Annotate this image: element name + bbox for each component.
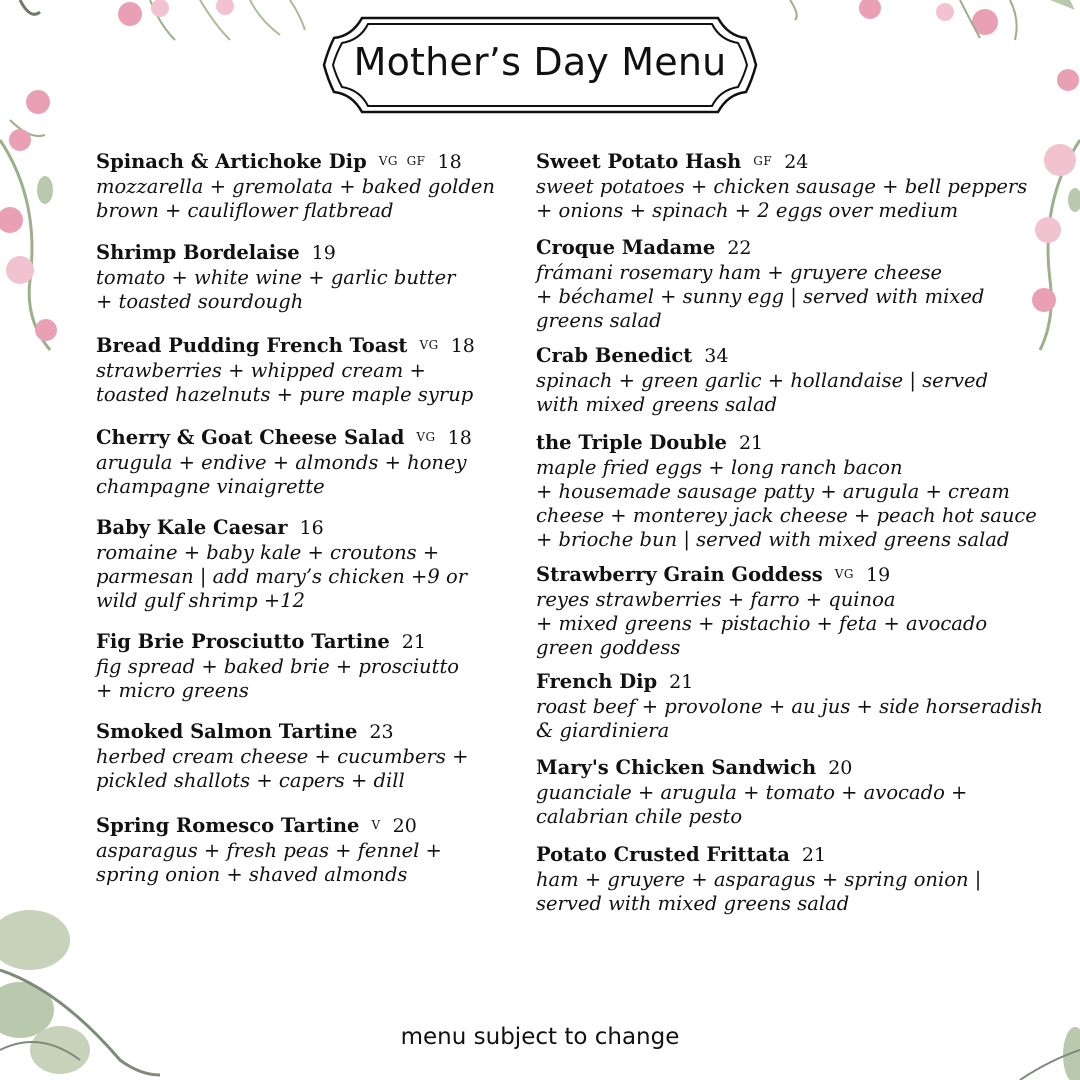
menu-item-name: Bread Pudding French Toast <box>96 334 408 357</box>
menu-item-price: 18 <box>450 335 475 357</box>
menu-item-price: 34 <box>704 345 729 367</box>
menu-item-price: 19 <box>311 242 336 264</box>
menu-item <box>96 629 516 703</box>
floral-left-branch-decoration <box>0 80 70 360</box>
menu-item-price: 21 <box>801 844 827 866</box>
menu-item-header <box>536 842 1056 868</box>
menu-item <box>536 561 1056 660</box>
menu-item-description: frámani rosemary ham + gruyere cheese + béchamel + sunny egg | served with mixed greens salad <box>536 261 985 332</box>
dietary-tags: VG <box>416 430 436 444</box>
menu-item-description: romaine + baby kale + croutons + parmesan | add mary’s chicken +9 or wild gulf shrimp +12 <box>96 541 468 612</box>
dietary-tags: VG GF <box>378 154 426 168</box>
menu-item-header <box>96 148 516 175</box>
dietary-tags: VG <box>419 338 439 352</box>
menu-item-description: guanciale + arugula + tomato + avocado + calabrian chile pesto <box>536 781 968 828</box>
eucalyptus-bottom-left-decoration <box>0 900 180 1080</box>
menu-item-description: maple fried eggs + long ranch bacon + housemade sausage patty + arugula + cream cheese + monterey jack cheese + peach hot sauce + brioche bun | served with mixed greens salad <box>536 456 1037 551</box>
menu-item-price: 16 <box>299 517 324 539</box>
menu-item-header <box>96 629 516 655</box>
menu-item-description: asparagus + fresh peas + fennel + spring onion + shaved almonds <box>96 839 442 886</box>
menu-item-header <box>96 240 516 266</box>
menu-item <box>536 842 1056 916</box>
menu-item-price: 23 <box>369 721 394 743</box>
menu-item-price: 20 <box>828 757 853 779</box>
dietary-tags: GF <box>753 154 773 168</box>
title-banner <box>322 8 758 120</box>
menu-item <box>96 719 516 793</box>
menu-item-description: fig spread + baked brie + prosciutto + micro greens <box>96 655 460 702</box>
menu-item-name: Smoked Salmon Tartine <box>96 720 358 743</box>
menu-item <box>536 669 1056 743</box>
menu-item-name: Spinach & Artichoke Dip <box>96 150 367 173</box>
menu-item-description: sweet potatoes + chicken sausage + bell peppers + onions + spinach + 2 eggs over medium <box>536 175 1028 222</box>
dietary-tags: VG <box>834 567 854 581</box>
menu-item-price: 21 <box>669 671 694 693</box>
menu-item-description: ham + gruyere + asparagus + spring onion | served with mixed greens salad <box>536 868 982 915</box>
menu-item-description: arugula + endive + almonds + honey champagne vinaigrette <box>96 451 467 498</box>
menu-item-name: Baby Kale Caesar <box>96 516 288 539</box>
menu-item-header <box>96 719 516 745</box>
menu-item-description: strawberries + whipped cream + toasted hazelnuts + pure maple syrup <box>96 359 474 406</box>
menu-item-name: Croque Madame <box>536 236 716 259</box>
menu-item-description: roast beef + provolone + au jus + side horseradish & giardiniera <box>536 695 1043 742</box>
menu-item <box>536 235 1056 333</box>
menu-item-header <box>536 430 1056 456</box>
menu-item-header <box>536 235 1056 261</box>
menu-item-name: Spring Romesco Tartine <box>96 814 360 837</box>
menu-item-price: 24 <box>784 151 809 173</box>
menu-item <box>536 430 1056 552</box>
menu-item-name: French Dip <box>536 670 658 693</box>
footer-note: menu subject to change <box>400 1024 680 1050</box>
menu-item-name: Potato Crusted Frittata <box>536 843 790 866</box>
menu-item <box>536 148 1056 223</box>
menu-item <box>96 515 516 613</box>
menu-item-price: 21 <box>401 631 426 653</box>
menu-item-header <box>96 424 516 451</box>
menu-item-price: 18 <box>447 427 472 449</box>
menu-item <box>96 424 516 499</box>
menu-item-description: mozzarella + gremolata + baked golden brown + cauliflower flatbread <box>96 175 495 222</box>
menu-item-description: spinach + green garlic + hollandaise | served with mixed greens salad <box>536 369 989 416</box>
menu-item-price: 20 <box>392 815 417 837</box>
menu-item-price: 19 <box>866 564 891 586</box>
menu-item-name: Shrimp Bordelaise <box>96 241 300 264</box>
menu-item-header <box>96 332 516 359</box>
menu-item-name: Mary's Chicken Sandwich <box>536 756 817 779</box>
menu-item-description: herbed cream cheese + cucumbers + pickled shallots + capers + dill <box>96 745 469 792</box>
menu-item-header <box>536 343 1056 369</box>
floral-top-left-decoration <box>0 0 340 60</box>
menu-item-name: Fig Brie Prosciutto Tartine <box>96 630 390 653</box>
menu-item-header <box>536 669 1056 695</box>
menu-title: Mother’s Day Menu <box>353 40 727 84</box>
menu-item-price: 22 <box>727 237 752 259</box>
menu-item-description: reyes strawberries + farro + quinoa + mixed greens + pistachio + feta + avocado green goddess <box>536 588 988 659</box>
menu-item-name: Strawberry Grain Goddess <box>536 563 823 586</box>
menu-item <box>96 332 516 407</box>
menu-item-price: 18 <box>437 151 462 173</box>
floral-top-right-decoration <box>780 0 1080 50</box>
menu-item-header <box>536 755 1056 781</box>
dietary-tags: V <box>371 818 381 832</box>
menu-item-price: 21 <box>738 432 764 454</box>
menu-item <box>96 148 516 223</box>
menu-item-name: Crab Benedict <box>536 344 693 367</box>
menu-item <box>536 755 1056 829</box>
menu-item-name: Cherry & Goat Cheese Salad <box>96 426 405 449</box>
menu-item-header <box>96 515 516 541</box>
menu-item-name: the Triple Double <box>536 431 727 454</box>
menu-item <box>96 812 516 887</box>
menu-item-name: Sweet Potato Hash <box>536 150 742 173</box>
menu-item <box>96 240 516 314</box>
menu-item-header <box>536 561 1056 588</box>
menu-item <box>536 343 1056 417</box>
menu-item-header <box>536 148 1056 175</box>
menu-item-header <box>96 812 516 839</box>
menu-item-description: tomato + white wine + garlic butter + toasted sourdough <box>96 266 456 313</box>
